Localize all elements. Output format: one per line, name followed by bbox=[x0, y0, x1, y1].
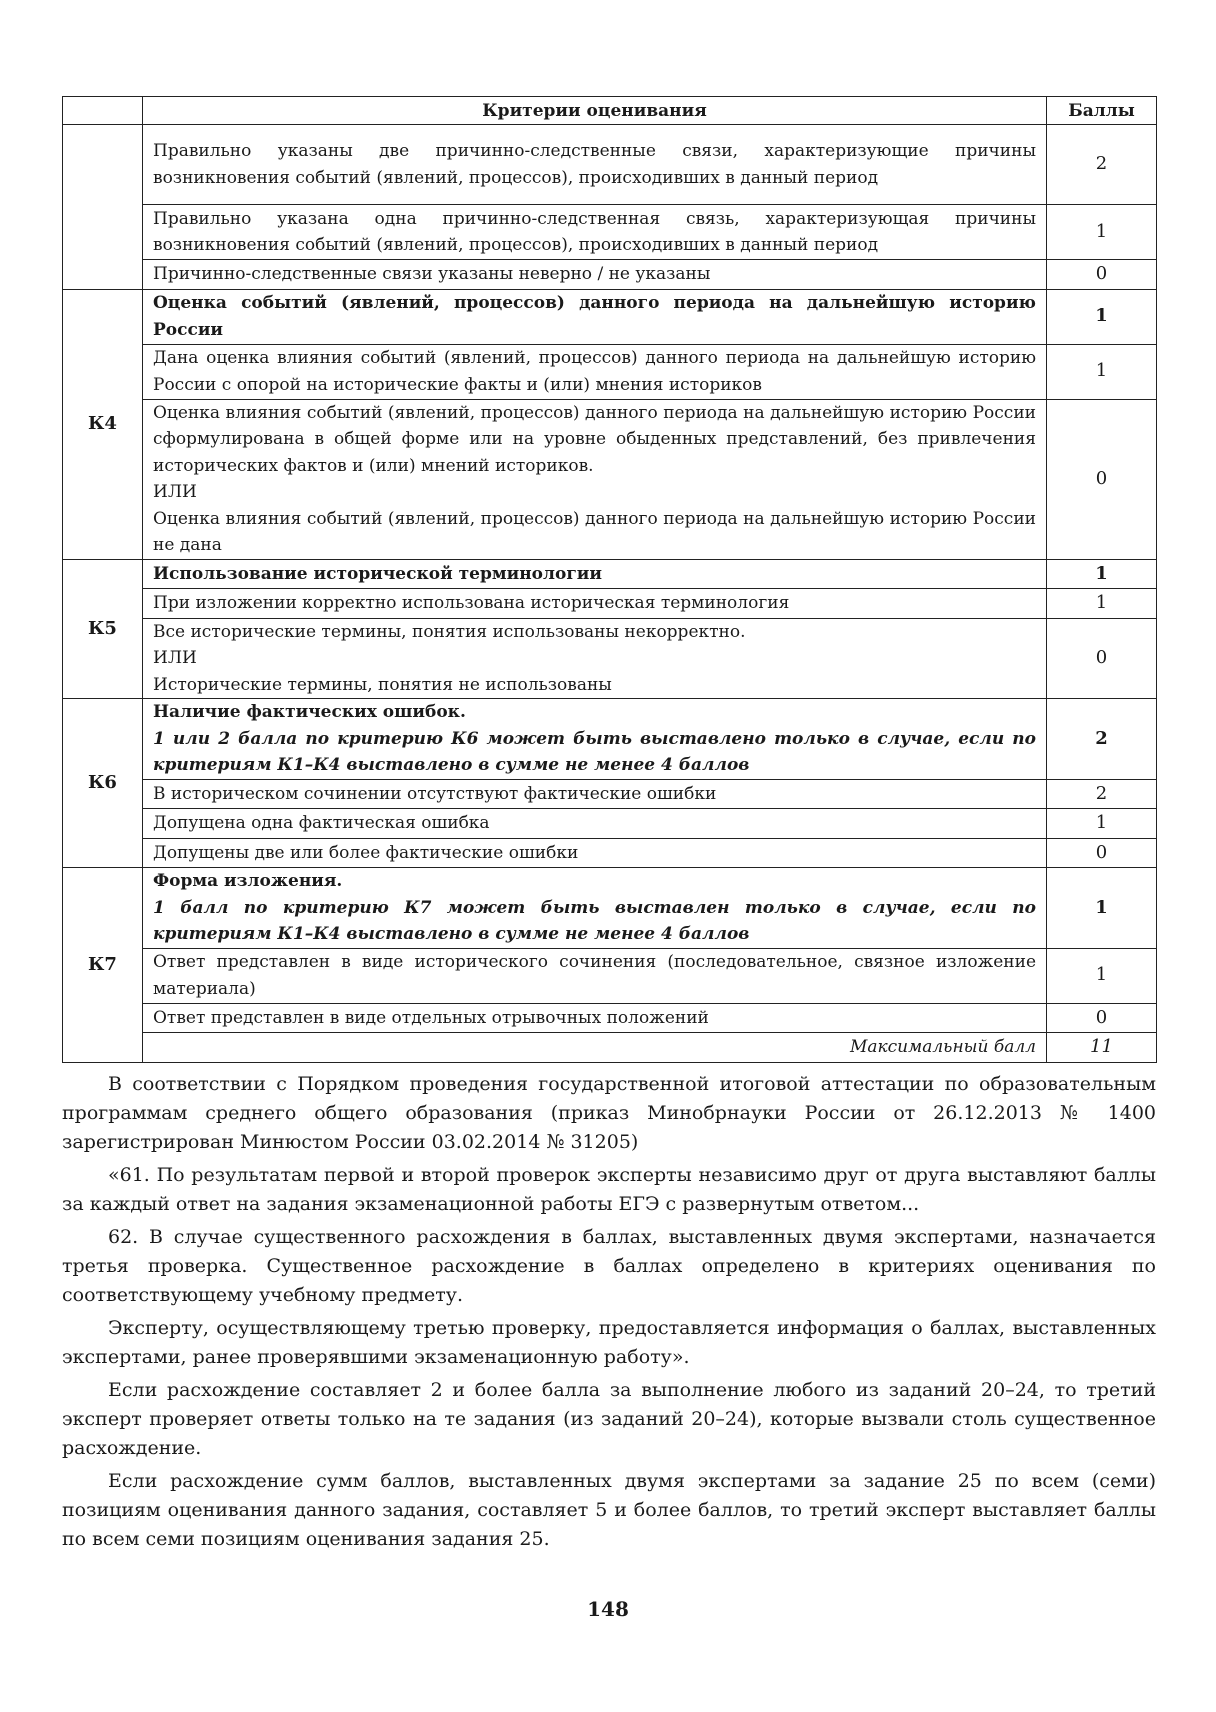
max-score-label: Максимальный балл bbox=[143, 1033, 1047, 1063]
table-row bbox=[63, 589, 1157, 619]
table-row bbox=[63, 699, 1157, 780]
criteria-table bbox=[62, 96, 1157, 1063]
paragraph: Если расхождение составляет 2 и более балла за выполнение любого из заданий 20–24, то третий эксперт проверяет ответы только на те задания (из заданий 20–24), которые вызвали столь существенное расхождение. bbox=[62, 1379, 1156, 1459]
criterion-points: 1 bbox=[1047, 344, 1157, 399]
criterion-points: 2 bbox=[1047, 699, 1157, 780]
criterion-text-b: Оценка влияния событий (явлений, процессов) данного периода на дальнейшую историю России не дана bbox=[153, 508, 1036, 555]
criterion-text: При изложении корректно использована историческая терминология bbox=[143, 589, 1047, 619]
criterion-points: 0 bbox=[1047, 1003, 1157, 1033]
criterion-note: 1 или 2 балла по критерию К6 может быть выставлено только в случае, если по критериям К1–К4 выставлено в сумме не менее 4 баллов bbox=[153, 728, 1036, 775]
criterion-points: 1 bbox=[1047, 205, 1157, 260]
criterion-text bbox=[143, 618, 1047, 699]
table-row bbox=[63, 205, 1157, 260]
criterion-title-cell bbox=[143, 868, 1047, 949]
body-text bbox=[62, 1070, 1156, 1558]
criterion-points: 0 bbox=[1047, 838, 1157, 868]
table-row bbox=[63, 260, 1157, 290]
paragraph: 62. В случае существенного расхождения в баллах, выставленных двумя экспертами, назначается третья проверка. Существенное расхождение в баллах определено в критериях оценивания по соответствующему учебному предмету. bbox=[62, 1226, 1156, 1306]
criterion-text: В историческом сочинении отсутствуют фактические ошибки bbox=[143, 779, 1047, 809]
criterion-points: 1 bbox=[1047, 589, 1157, 619]
code-cell-empty bbox=[63, 125, 143, 290]
criterion-code-k5: К5 bbox=[63, 559, 143, 699]
criterion-text: Причинно-следственные связи указаны неверно / не указаны bbox=[143, 260, 1047, 290]
table-row bbox=[63, 868, 1157, 949]
criterion-code-k7: К7 bbox=[63, 868, 143, 1063]
table-row bbox=[63, 559, 1157, 589]
criteria-page bbox=[62, 96, 1156, 1063]
criterion-text-b: Исторические термины, понятия не использованы bbox=[153, 674, 612, 695]
table-row bbox=[63, 618, 1157, 699]
table-row bbox=[63, 809, 1157, 839]
max-score-value: 11 bbox=[1047, 1033, 1157, 1063]
criterion-points: 0 bbox=[1047, 618, 1157, 699]
table-row bbox=[63, 344, 1157, 399]
criterion-code-k6: К6 bbox=[63, 699, 143, 868]
criterion-title: Использование исторической терминологии bbox=[143, 559, 1047, 589]
criterion-text bbox=[143, 399, 1047, 559]
criterion-text: Правильно указаны две причинно-следственные связи, характеризующие причины возникновения событий (явлений, процессов), происходивших в данный период bbox=[143, 125, 1047, 205]
criterion-text: Допущена одна фактическая ошибка bbox=[143, 809, 1047, 839]
paragraph: «61. По результатам первой и второй проверок эксперты независимо друг от друга выставляют баллы за каждый ответ на задания экзаменационной работы ЕГЭ с развернутым ответом... bbox=[62, 1164, 1156, 1215]
table-row bbox=[63, 779, 1157, 809]
criterion-text: Ответ представлен в виде исторического сочинения (последовательное, связное изложение материала) bbox=[143, 948, 1047, 1003]
criterion-points: 0 bbox=[1047, 260, 1157, 290]
criterion-points: 1 bbox=[1047, 559, 1157, 589]
criterion-text: Ответ представлен в виде отдельных отрывочных положений bbox=[143, 1003, 1047, 1033]
table-row bbox=[63, 125, 1157, 205]
criterion-or: ИЛИ bbox=[153, 482, 197, 502]
criterion-points: 1 bbox=[1047, 868, 1157, 949]
criterion-title: Оценка событий (явлений, процессов) данного периода на дальнейшую историю России bbox=[143, 289, 1047, 344]
page-number: 148 bbox=[587, 1597, 629, 1621]
criterion-points: 1 bbox=[1047, 809, 1157, 839]
paragraph: Если расхождение сумм баллов, выставленных двумя экспертами за задание 25 по всем (семи) позициям оценивания данного задания, составляет 5 и более баллов, то третий эксперт выставляет баллы по всем семи позициям оценивания задания 25. bbox=[62, 1470, 1156, 1550]
max-score-row bbox=[63, 1033, 1157, 1063]
criterion-text: Правильно указана одна причинно-следственная связь, характеризующая причины возникновения событий (явлений, процессов), происходивших в данный период bbox=[143, 205, 1047, 260]
criterion-or: ИЛИ bbox=[153, 648, 197, 668]
criterion-title-cell bbox=[143, 699, 1047, 780]
criterion-text-a: Оценка влияния событий (явлений, процессов) данного периода на дальнейшую историю России сформулирована в общей форме или на уровне обыденных представлений, без привлечения исторических фактов и (или) мнений историков. bbox=[153, 402, 1036, 476]
criterion-points: 0 bbox=[1047, 399, 1157, 559]
header-code-cell bbox=[63, 97, 143, 125]
criterion-text: Дана оценка влияния событий (явлений, процессов) данного периода на дальнейшую историю России с опорой на исторические факты и (или) мнения историков bbox=[143, 344, 1047, 399]
table-row bbox=[63, 399, 1157, 559]
table-row bbox=[63, 948, 1157, 1003]
header-points: Баллы bbox=[1047, 97, 1157, 125]
criterion-points: 1 bbox=[1047, 289, 1157, 344]
criterion-points: 1 bbox=[1047, 948, 1157, 1003]
header-criteria: Критерии оценивания bbox=[143, 97, 1047, 125]
paragraph: В соответствии с Порядком проведения государственной итоговой аттестации по образовательным программам среднего общего образования (приказ Минобрнауки России от 26.12.2013 № 1400 зарегистрирован Минюстом России 03.02.2014 № 31205) bbox=[62, 1073, 1156, 1153]
table-row bbox=[63, 289, 1157, 344]
criterion-points: 2 bbox=[1047, 125, 1157, 205]
table-row bbox=[63, 838, 1157, 868]
criterion-text: Допущены две или более фактические ошибки bbox=[143, 838, 1047, 868]
paragraph: Эксперту, осуществляющему третью проверку, предоставляется информация о баллах, выставленных экспертами, ранее проверявшими экзаменационную работу». bbox=[62, 1317, 1156, 1368]
criterion-code-k4: К4 bbox=[63, 289, 143, 559]
criterion-title: Наличие фактических ошибок. bbox=[153, 702, 466, 722]
criterion-points: 2 bbox=[1047, 779, 1157, 809]
table-header-row bbox=[63, 97, 1157, 125]
criterion-title: Форма изложения. bbox=[153, 871, 343, 891]
criterion-note: 1 балл по критерию К7 может быть выставлен только в случае, если по критериям К1–К4 выставлено в сумме не менее 4 баллов bbox=[153, 897, 1036, 944]
criterion-text-a: Все исторические термины, понятия использованы некорректно. bbox=[153, 621, 746, 642]
table-row bbox=[63, 1003, 1157, 1033]
